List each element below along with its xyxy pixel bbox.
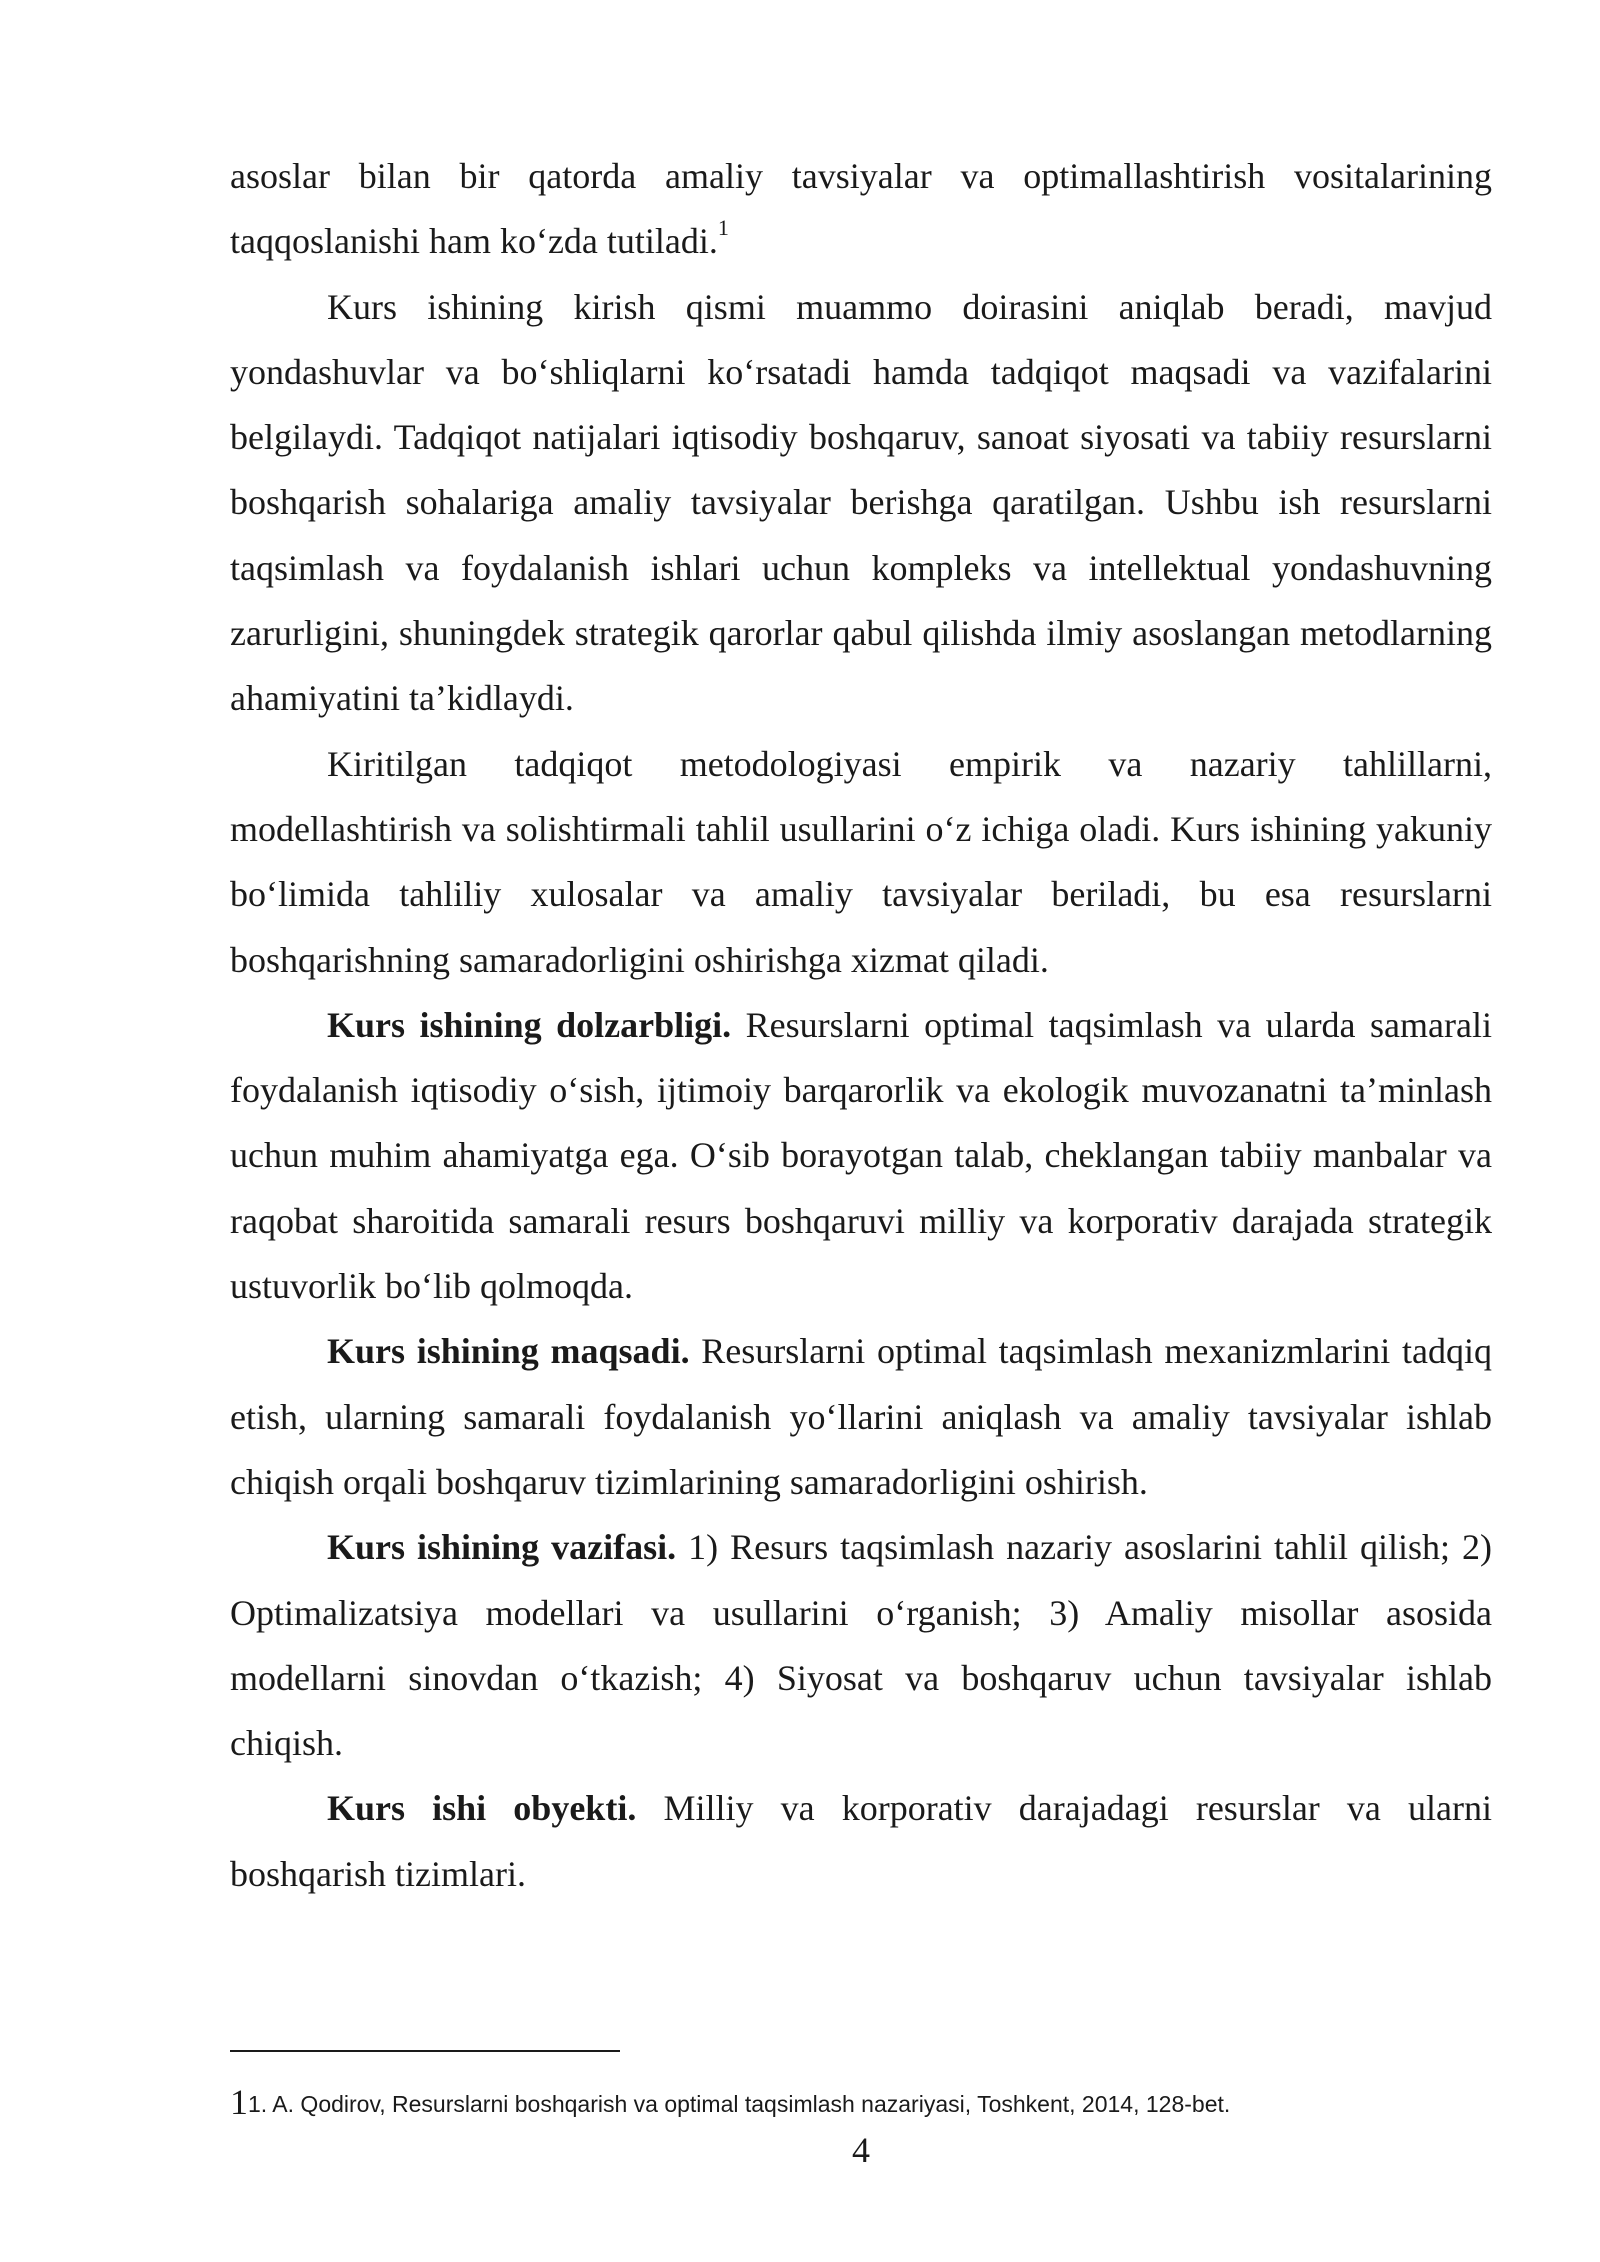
paragraph-tasks	[230, 1515, 1492, 1776]
footnote-text: 1. A. Qodirov, Resurslarni boshqarish va optimal taqsimlash nazariyasi, Toshkent, 2014, 128-bet.	[248, 2091, 1231, 2117]
body-text	[230, 144, 1492, 1907]
relevance-heading: Kurs ishining dolzarbligi.	[327, 1004, 732, 1045]
footnote-reference[interactable]: 1	[717, 215, 729, 241]
paragraph-text: asoslar bilan bir qatorda amaliy tavsiyalar va optimallashtirish vositalarining taqqoslanishi ham ko‘zda tutiladi.	[230, 156, 1492, 262]
footnote-separator	[230, 2050, 620, 2052]
paragraph-relevance	[230, 993, 1492, 1319]
goal-text: Resurslarni optimal taqsimlash mexanizmlarini tadqiq etish, ularning samarali foydalanish yo‘llarini aniqlash va amaliy tavsiyalar ishlab chiqish orqali boshqaruv tizimlarining samaradorligini oshirish.	[230, 1331, 1492, 1502]
footnote-number: 1	[230, 2082, 248, 2122]
footnote	[230, 2082, 1492, 2124]
relevance-text: Resurslarni optimal taqsimlash va ularda samarali foydalanish iqtisodiy o‘sish, ijtimoiy barqarorlik va ekologik muvozanatni ta’minlash uchun muhim ahamiyatga ega. O‘sib borayotgan talab, cheklangan tabiiy manbalar va raqobat sharoitida samarali resurs boshqaruvi milliy va korporativ darajada strategik ustuvorlik bo‘lib qolmoqda.	[230, 1004, 1492, 1307]
paragraph-goal	[230, 1319, 1492, 1515]
page-number: 4	[852, 2130, 870, 2170]
goal-heading: Kurs ishining maqsadi.	[327, 1331, 690, 1372]
paragraph-object	[230, 1776, 1492, 1907]
paragraph-introduction: Kurs ishining kirish qismi muammo doirasini aniqlab beradi, mavjud yondashuvlar va bo‘shliqlarni ko‘rsatadi hamda tadqiqot maqsadi va vazifalarini belgilaydi. Tadqiqot natijalari iqtisodiy boshqaruv, sanoat siyosati va tabiiy resurslarni boshqarish sohalariga amaliy tavsiyalar berishga qaratilgan. Ushbu ish resurslarni taqsimlash va foydalanish ishlari uchun kompleks va intellektual yondashuvning zarurligini, shuningdek strategik qarorlar qabul qilishda ilmiy asoslangan metodlarning ahamiyatini ta’kidlaydi.	[230, 286, 1492, 719]
tasks-text: 1) Resurs taqsimlash nazariy asoslarini tahlil qilish; 2) Optimalizatsiya modellari va usullarini o‘rganish; 3) Amaliy misollar asosida modellarni sinovdan o‘tkazish; 4) Siyosat va boshqaruv uchun tavsiyalar ishlab chiqish.	[230, 1527, 1493, 1764]
tasks-heading: Kurs ishining vazifasi.	[327, 1527, 677, 1568]
object-heading: Kurs ishi obyekti.	[327, 1788, 637, 1829]
object-text: Milliy va korporativ darajadagi resurslar va ularni boshqarish tizimlari.	[230, 1788, 1492, 1894]
paragraph-continuation	[230, 144, 1492, 275]
paragraph-methodology: Kiritilgan tadqiqot metodologiyasi empirik va nazariy tahlillarni, modellashtirish va solishtirmali tahlil usullarini o‘z ichiga oladi. Kurs ishining yakuniy bo‘limida tahliliy xulosalar va amaliy tavsiyalar beriladi, bu esa resurslarni boshqarishning samaradorligini oshirishga xizmat qiladi.	[230, 743, 1492, 980]
